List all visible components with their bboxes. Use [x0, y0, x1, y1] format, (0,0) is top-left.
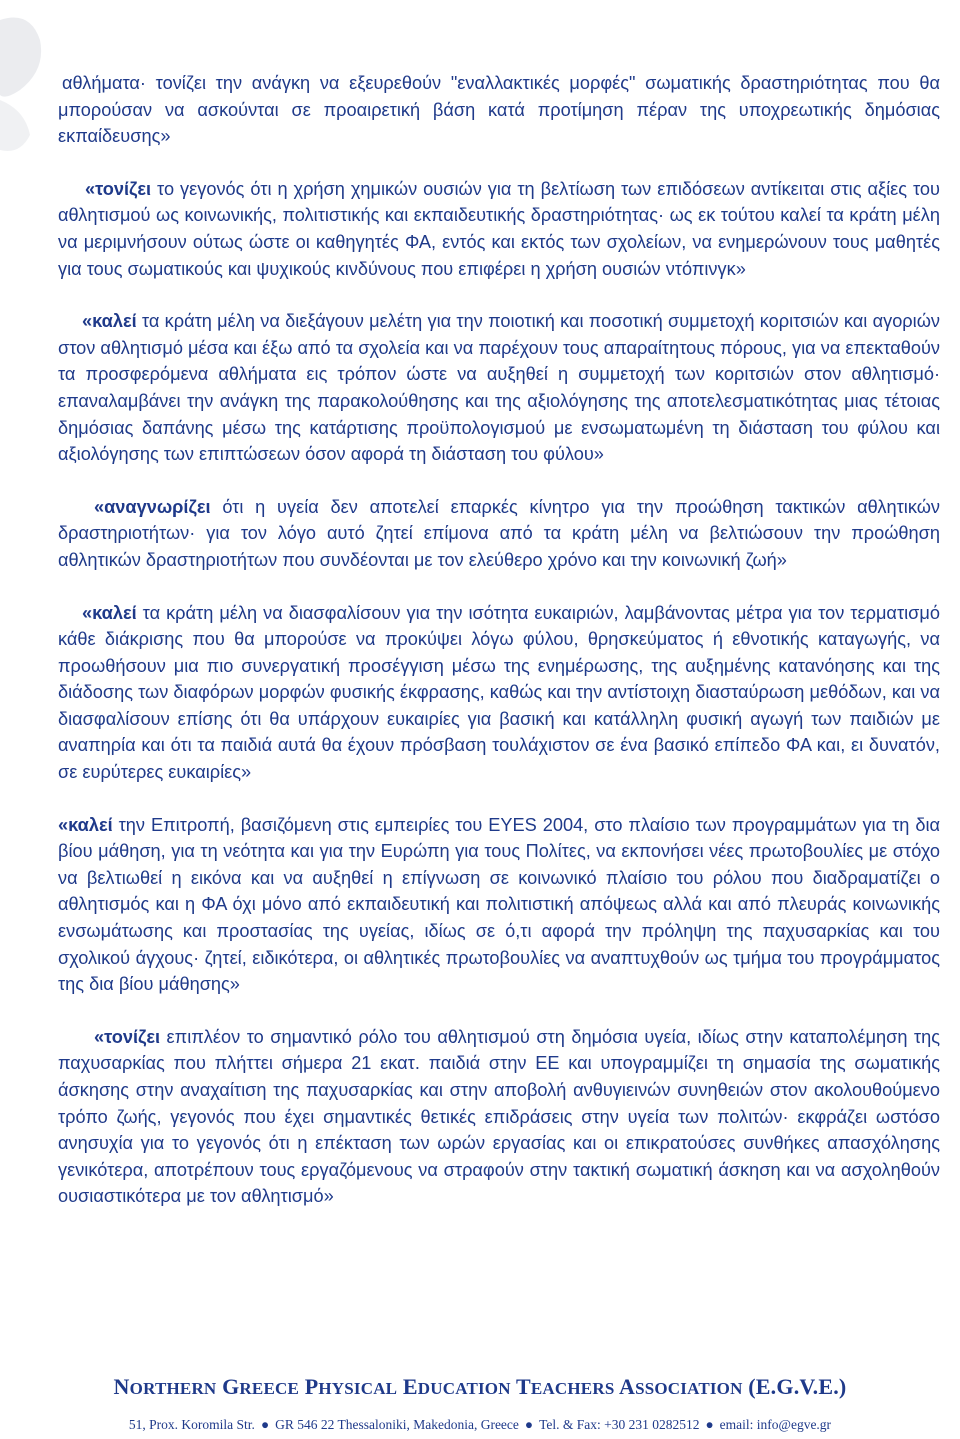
- paragraph-7-lead: «τονίζει: [94, 1026, 161, 1047]
- paragraph-3: [58, 308, 940, 468]
- footer-postal: GR 546 22 Thessaloniki, Makedonia, Greece: [275, 1417, 519, 1432]
- separator-dot-icon: ●: [260, 1417, 270, 1432]
- footer-address: 51, Prox. Koromila Str.: [128, 1417, 255, 1432]
- paragraph-6-text: την Επιτροπή, βασιζόμενη στις εμπειρίες του ΕΥΕS 2004, στο πλαίσιο των προγραμμάτων για τη δια βίου μάθηση, για τη νεότητα και για την Ευρώπη για τους Πολίτες, να εκπονήσει νέες πρωτοβουλίες με στόχο να βελτιωθεί η εικόνα και να αυξηθεί η επίγνωση σε κοινωνικό πλαίσιο του ρόλου που διαδραματίζει ο αθλητισμός και η ΦΑ όχι μόνο από εκπαιδευτική και πολιτιστική απόψεως αλλά και από πλευράς κοινωνικής ενσωμάτωσης και προστασίας της υγείας, ιδίως σε ό,τι αφορά την πρόληψη της παχυσαρκίας και του σχολικού άγχους· ζητεί, ειδικότερα, οι αθλητικές πρωτοβουλίες να αναπτυχθούν ως τμήμα του προγράμματος της δια βίου μάθησης»: [58, 814, 940, 995]
- paragraph-5-text: τα κράτη μέλη να διασφαλίσουν για την ισότητα ευκαιριών, λαμβάνοντας μέτρα για τον τερματισμό κάθε διάκρισης που θα μπορούσε να προκύψει λόγω φύλου, θρησκεύματος ή εθνοτικής καταγωγής, να προωθήσουν μια πιο συνεργατική προσέγγιση μέσω της ενημέρωσης, της αυξημένης κατανόησης και της διάδοσης των διαφόρων μορφών φυσικής έκφρασης, καθώς και την αντίστοιχη διασταύρωση μεθόδων, και να διασφαλίσουν επίσης ότι θα υπάρχουν ευκαιρίες για βασική και κατάλληλη φυσική αγωγή των παιδιών με αναπηρία και ότι τα παιδιά αυτά θα έχουν πρόσβαση τουλάχιστον σε ένα βασικό επίπεδο ΦΑ και, ει δυνατόν, σε ευρύτερες ευκαιρίες»: [58, 602, 940, 783]
- paragraph-3-text: τα κράτη μέλη να διεξάγουν μελέτη για την ποιοτική και ποσοτική συμμετοχή κοριτσιών και αγοριών στον αθλητισμό μέσα και έξω από τα σχολεία και να παρέχουν τους απαραίτητους πόρους, για να επεκταθούν τα προσφερόμενα αθλήματα εις τρόπον ώστε να αυξηθεί η συμμετοχή των κοριτσιών στον αθλητισμό· επαναλαμβάνει την ανάγκη της παρακολούθησης και της αξιολόγησης της αποτελεσματικότητας μιας τέτοιας δημόσιας δαπάνης μέσω της κατάρτισης προϋπολογισμού με ενσωματωμένη τη διάσταση του φύλου και αξιολόγησης των επιπτώσεων όσον αφορά τη διάσταση του φύλου»: [58, 311, 940, 465]
- paragraph-1-text: αθλήματα· τονίζει την ανάγκη να εξευρεθούν "εναλλακτικές μορφές" σωματικής δραστηριότητας που θα μπορούσαν να ασκούνται σε προαιρετική βάση κατά προτίμηση πέραν της υποχρεωτικής δημόσιας εκπαίδευσης»: [58, 73, 940, 147]
- paragraph-3-lead: «καλεί: [82, 311, 137, 332]
- footer-contact-line: [0, 1417, 960, 1433]
- paragraph-6: [58, 812, 940, 998]
- paragraph-4-lead: «αναγνωρίζει: [94, 496, 211, 517]
- paragraph-2-text: το γεγονός ότι η χρήση χημικών ουσιών για τη βελτίωση των επιδόσεων αντίκειται στις αξίες του αθλητισμού ως κοινωνικής, πολιτιστικής και εκπαιδευτικής δραστηριότητας· ως εκ τούτου καλεί τα κράτη μέλη να μεριμνήσουν ούτως ώστε οι καθηγητές ΦΑ, εντός και εκτός των σχολείων, να ενημερώνουν τους μαθητές για τους σωματικούς και ψυχικούς κινδύνους που επιφέρει η χρήση ουσιών ντόπινγκ»: [58, 178, 940, 279]
- paragraph-2-lead: «τονίζει: [85, 178, 152, 199]
- paragraph-6-lead: «καλεί: [58, 814, 113, 835]
- paragraph-5-lead: «καλεί: [82, 602, 137, 623]
- separator-dot-icon: ●: [705, 1417, 714, 1432]
- paragraph-2: [58, 176, 940, 282]
- paragraph-7: [58, 1024, 940, 1210]
- footer-email[interactable]: email: info@egve.gr: [719, 1417, 832, 1432]
- paragraph-1: [58, 70, 940, 150]
- footer-organization-name: NORTHERN GREECE PHYSICAL EDUCATION TEACHERS ASSOCIATION (E.G.V.E.): [113, 1374, 847, 1399]
- paragraph-7-text: επιπλέον το σημαντικό ρόλο του αθλητισμού στη δημόσια υγεία, ιδίως στην καταπολέμηση της παχυσαρκίας που πλήττει σήμερα 21 εκατ. παιδιά στην ΕΕ και υπογραμμίζει τη σημασία της σωματικής άσκησης στην αναχαίτιση της παχυσαρκίας και στην αποβολή ανθυγιεινών συνηθειών στον ακολουθούμενο τρόπο ζωής, γεγονός που έχει σημαντικές θετικές επιδράσεις στην υγεία των πολιτών· εκφράζει ωστόσο ανησυχία για το γεγονός ότι η επέκταση των ωρών εργασίας και οι επικρατούσες συνθήκες απασχόλησης γενικότερα, αποτρέπουν τους εργαζόμενους να στραφούν στην τακτική σωματική άσκηση και να ασχοληθούν ουσιαστικότερα με τον αθλητισμό»: [58, 1026, 940, 1207]
- paragraph-5: [58, 600, 940, 786]
- paragraph-4: [58, 494, 940, 574]
- separator-dot-icon: ●: [524, 1417, 534, 1432]
- footer-phone: Tel. & Fax: +30 231 0282512: [539, 1417, 700, 1432]
- document-body: [58, 70, 940, 1210]
- paragraph-4-text: ότι η υγεία δεν αποτελεί επαρκές κίνητρο για την προώθηση τακτικών αθλητικών δραστηριοτήτων· για τον λόγο αυτό ζητεί επίμονα από τα κράτη μέλη να βελτιώσουν την προώθηση αθλητικών δραστηριοτήτων που συνδέονται με τον ελεύθερο χρόνο και την κοινωνική ζωή»: [58, 496, 940, 570]
